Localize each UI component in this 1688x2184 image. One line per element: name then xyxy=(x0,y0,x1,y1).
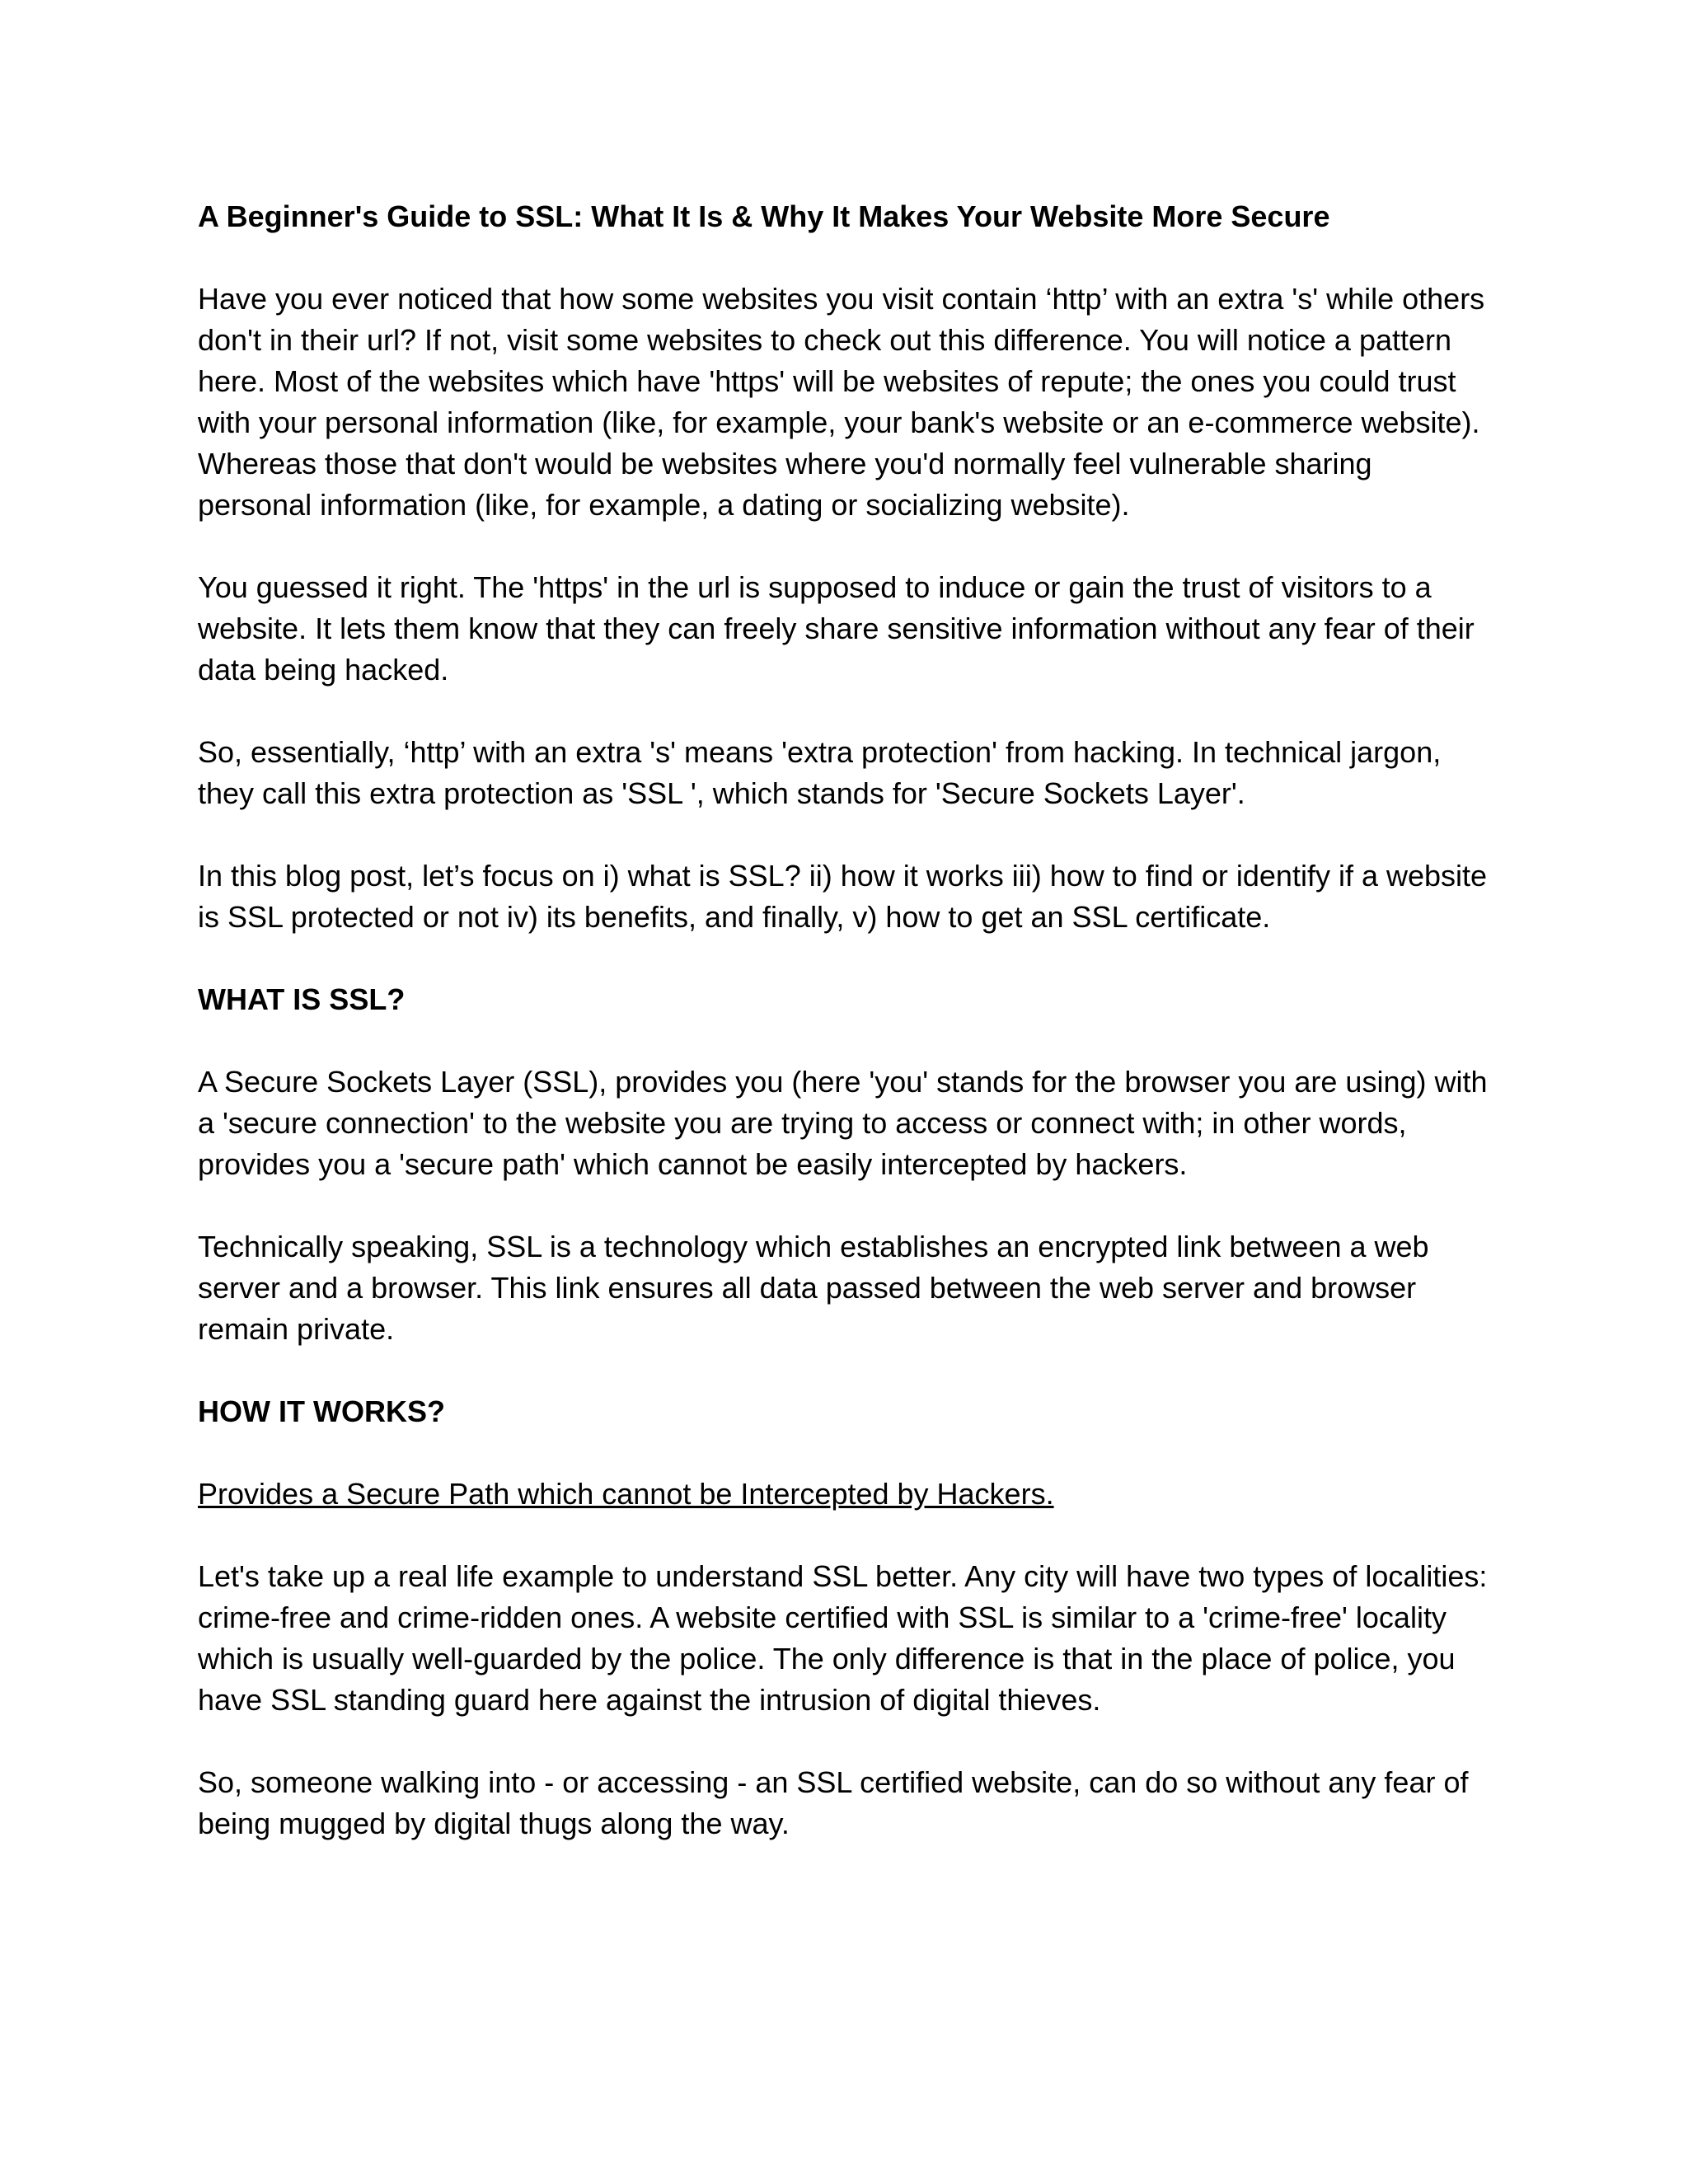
how-it-works-paragraph-2: So, someone walking into - or accessing - an SSL certified website, can do so without any fear of being mugged by digital thugs along the way. xyxy=(198,1765,1469,1840)
intro-paragraph-1: Have you ever noticed that how some websites you visit contain ‘http’ with an extra 's' while others don't in their url? If not, visit some websites to check out this difference. You will notice a pattern here. Most of the websites which have 'https' will be websites of repute; the ones you could trust with your personal information (like, for example, your bank's website or an e-commerce website). Whereas those that don't would be websites where you'd normally feel vulnerable sharing personal information (like, for example, a dating or socializing website). xyxy=(198,282,1485,522)
document-body xyxy=(198,196,1492,1886)
what-is-ssl-paragraph-2: Technically speaking, SSL is a technology which establishes an encrypted link between a web server and a browser. This link ensures all data passed between the web server and browser remain private. xyxy=(198,1230,1429,1346)
intro-paragraph-3: So, essentially, ‘http’ with an extra 's' means 'extra protection' from hacking. In technical jargon, they call this extra protection as 'SSL ', which stands for 'Secure Sockets Layer'. xyxy=(198,735,1442,810)
how-it-works-subheading: Provides a Secure Path which cannot be Intercepted by Hackers. xyxy=(198,1477,1054,1511)
section-heading-what-is-ssl: WHAT IS SSL? xyxy=(198,982,406,1016)
intro-paragraph-4: In this blog post, let’s focus on i) what is SSL? ii) how it works iii) how to find or identify if a website is SSL protected or not iv) its benefits, and finally, v) how to get an SSL certificate. xyxy=(198,859,1488,934)
document-title: A Beginner's Guide to SSL: What It Is & Why It Makes Your Website More Secure xyxy=(198,199,1330,233)
section-heading-how-it-works: HOW IT WORKS? xyxy=(198,1394,445,1428)
intro-paragraph-2: You guessed it right. The 'https' in the url is supposed to induce or gain the trust of visitors to a website. It lets them know that they can freely share sensitive information without any fear of their data being hacked. xyxy=(198,570,1475,687)
what-is-ssl-paragraph-1: A Secure Sockets Layer (SSL), provides you (here 'you' stands for the browser you are using) with a 'secure connection' to the website you are trying to access or connect with; in other words, provides you a 'secure path' which cannot be easily intercepted by hackers. xyxy=(198,1065,1488,1181)
how-it-works-paragraph-1: Let's take up a real life example to understand SSL better. Any city will have two types of localities: crime-free and crime-ridden ones. A website certified with SSL is similar to a 'crime-free' locality which is usually well-guarded by the police. The only difference is that in the place of police, you have SSL standing guard here against the intrusion of digital thieves. xyxy=(198,1559,1488,1717)
